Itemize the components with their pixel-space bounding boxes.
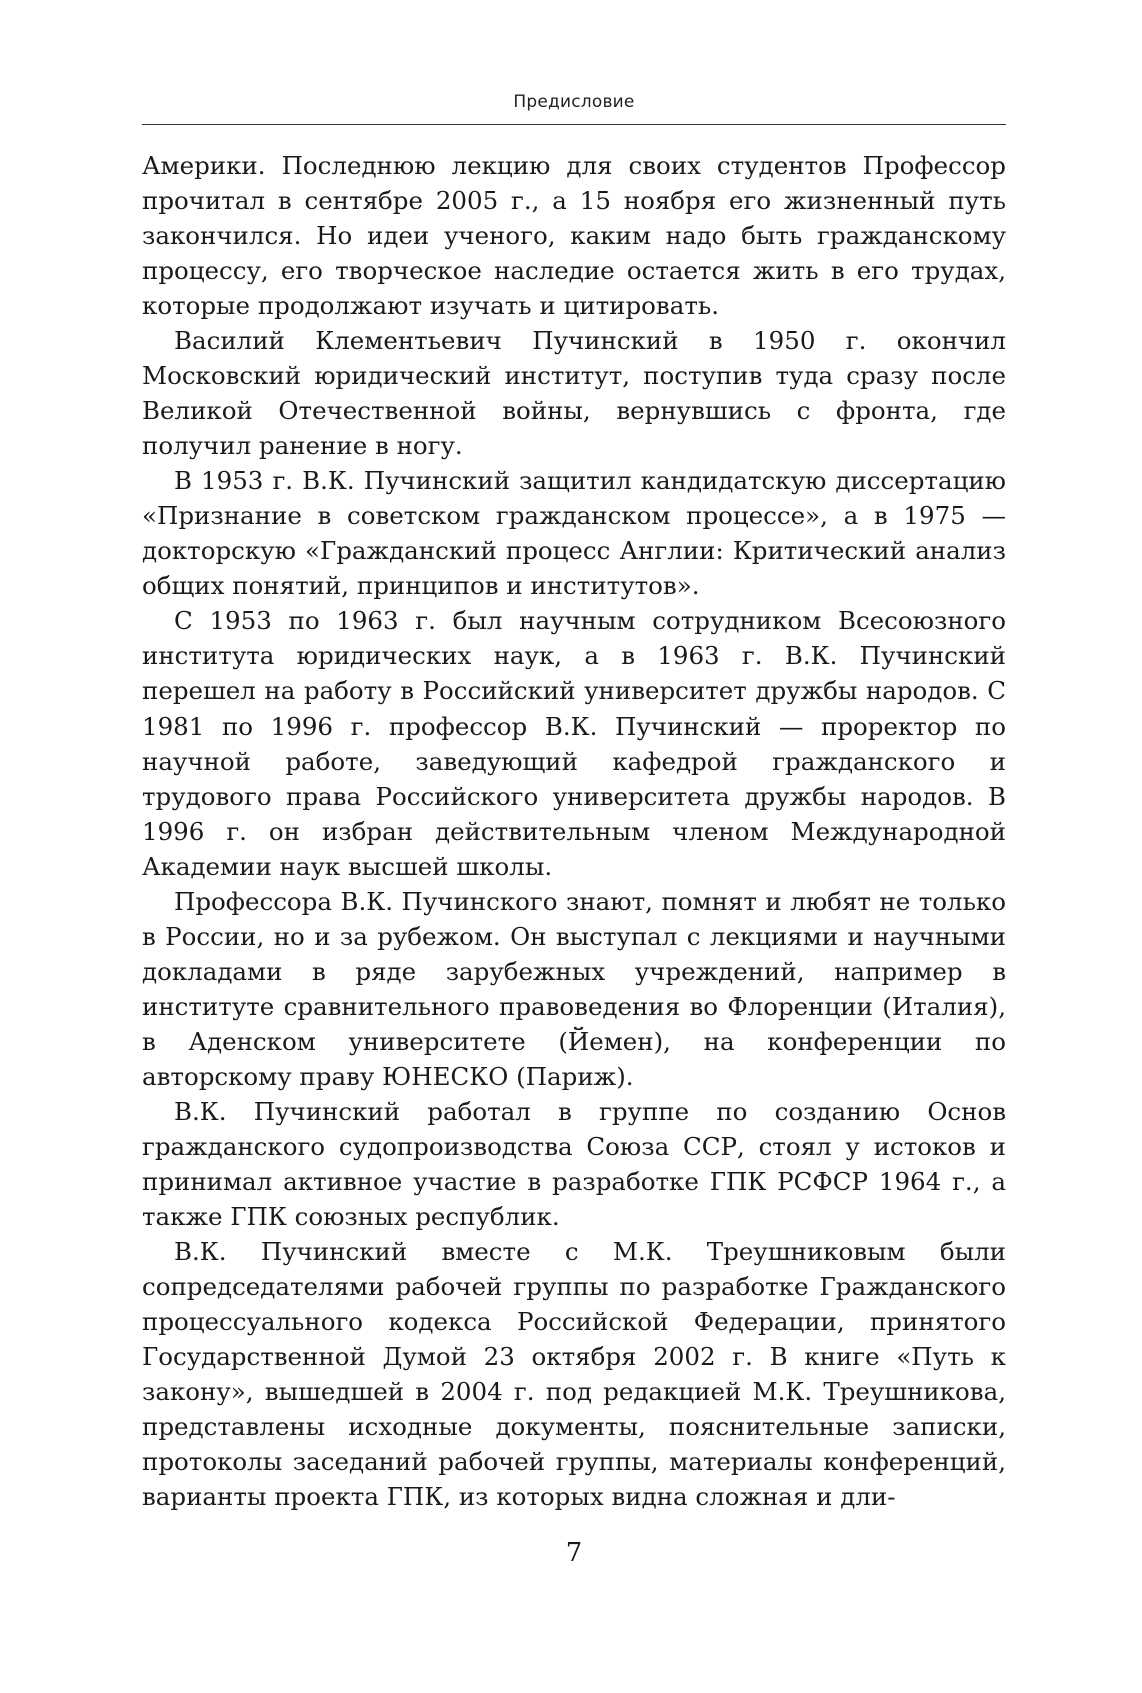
paragraph-continued: Америки. Последнюю лекцию для своих студентов Профессор прочитал в сентябре 2005 г., а 15 ноября его жизненный путь закончился. Но идеи ученого, каким надо быть гражданскому процессу, его творческое наследие остается жить в его трудах, которые продолжают изучать и цитировать. [142, 151, 1006, 321]
paragraph: Профессора В.К. Пучинского знают, помнят и любят не только в России, но и за рубежом. Он выступал с лекциями и научными докладами в ряде зарубежных учреждений, например в институте сравнительного правоведения во Флоренции (Италия), в Аденском университете (Йемен), на конференции по авторскому праву ЮНЕСКО (Париж). [142, 886, 1006, 1091]
body-text [142, 148, 1006, 1514]
running-header: Предисловие [513, 92, 635, 112]
paragraph: В 1953 г. В.К. Пучинский защитил кандидатскую диссертацию «Признание в советском гражданском процессе», а в 1975 — докторскую «Гражданский процесс Англии: Критический анализ общих понятий, принципов и институтов». [142, 466, 1006, 601]
paragraph: В.К. Пучинский вместе с М.К. Треушниковым были сопредседателями рабочей группы по разработке Гражданского процессуального кодекса Российской Федерации, принятого Государственной Думой 23 октября 2002 г. В книге «Путь к закону», вышедшей в 2004 г. под редакцией М.К. Треушникова, представлены исходные документы, пояснительные записки, протоколы заседаний рабочей группы, материалы конференций, варианты проекта ГПК, из которых видна сложная и дли- [142, 1236, 1006, 1512]
header-divider [142, 124, 1006, 125]
page-number: 7 [565, 1538, 583, 1568]
paragraph: В.К. Пучинский работал в группе по созданию Основ гражданского судопроизводства Союза ССР, стоял у истоков и принимал активное участие в разработке ГПК РСФСР 1964 г., а также ГПК союзных республик. [142, 1096, 1006, 1231]
paragraph: С 1953 по 1963 г. был научным сотрудником Всесоюзного института юридических наук, а в 1963 г. В.К. Пучинский перешел на работу в Российский университет дружбы народов. С 1981 по 1996 г. профессор В.К. Пучинский — проректор по научной работе, заведующий кафедрой гражданского и трудового права Российского университета дружбы народов. В 1996 г. он избран действительным членом Международной Академии наук высшей школы. [142, 606, 1006, 881]
paragraph: Василий Клементьевич Пучинский в 1950 г. окончил Московский юридический институт, поступив туда сразу после Великой Отечественной войны, вернувшись с фронта, где получил ранение в ногу. [142, 326, 1006, 461]
